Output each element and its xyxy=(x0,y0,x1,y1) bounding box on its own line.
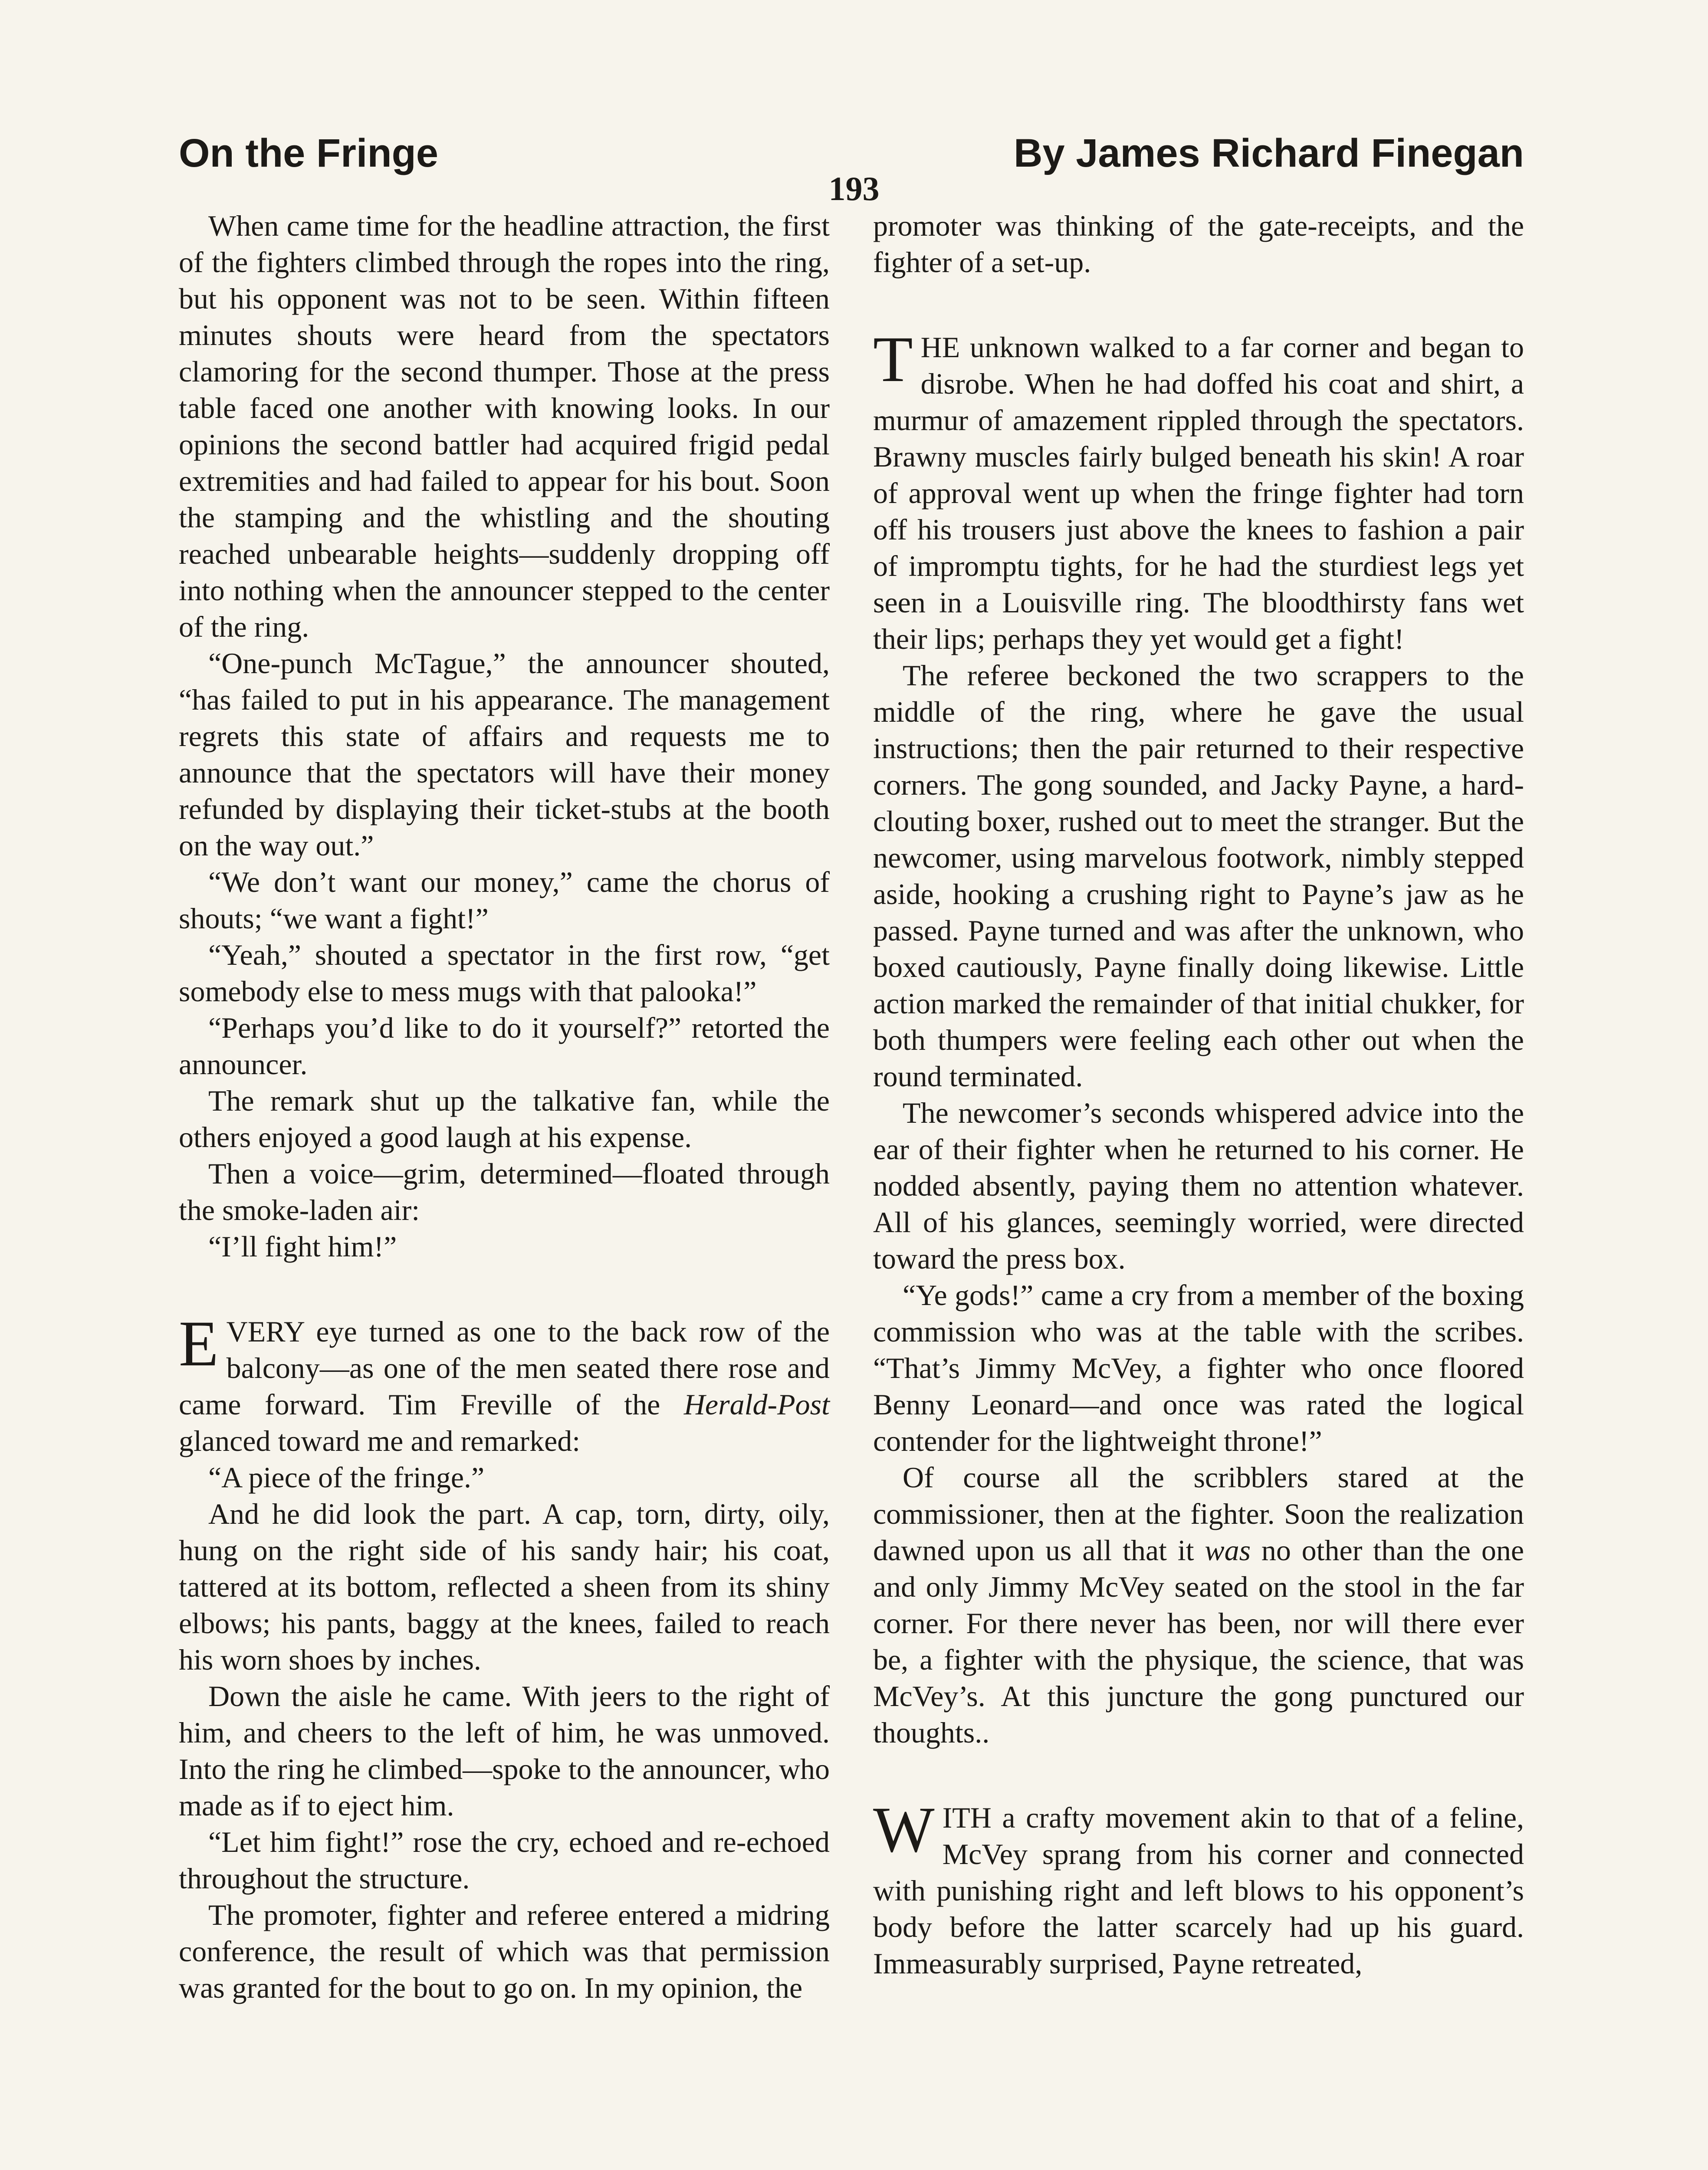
section-paragraph xyxy=(873,1794,1524,1982)
paragraph: “Let him fight!” rose the cry, echoed and re-echoed throughout the structure. xyxy=(179,1825,830,1895)
newspaper-name: Herald-Post xyxy=(683,1388,830,1421)
paragraph-text: glanced toward me and remarked: xyxy=(179,1424,581,1457)
paragraph: “Perhaps you’d like to do it yourself?” retorted the announcer. xyxy=(179,1011,830,1081)
paragraph xyxy=(873,1459,1524,1751)
section-paragraph xyxy=(873,323,1524,657)
paragraph-text: no other than the one and only Jimmy McVey seated on the stool in the far corner. For there never has been, nor will there ever be, a fighter with the physique, the science, that was McVey’s. At this juncture the gong punctured our thoughts.. xyxy=(873,1534,1524,1749)
paragraph: And he did look the part. A cap, torn, dirty, oily, hung on the right side of his sandy hair; his coat, tattered at its bottom, reflected a sheen from its shiny elbows; his pants, baggy at the knees, failed to reach his worn shoes by inches. xyxy=(179,1497,830,1676)
drop-cap: W xyxy=(873,1794,935,1866)
section-paragraph xyxy=(179,1308,830,1459)
paragraph: “Ye gods!” came a cry from a member of the boxing commission who was at the table with the scribes. “That’s Jimmy McVey, a fighter who once floored Benny Leonard—and once was rated the logical contender for the lightweight throne!” xyxy=(873,1279,1524,1457)
drop-cap: T xyxy=(873,323,913,395)
paragraph-text: ITH a crafty movement akin to that of a feline, McVey sprang from his corner and connected with punishing right and left blows to his opponent’s body before the latter scarcely had up his guard. Immeasurably surprised, Payne retreated, xyxy=(873,1801,1524,1980)
paragraph-text: Of course all the scribblers stared at the commissioner, then at the fighter. Soon the realization dawned upon us all that it xyxy=(873,1461,1524,1567)
paragraph: Down the aisle he came. With jeers to the right of him, and cheers to the left of him, he was unmoved. Into the ring he climbed—spoke to the announcer, who made as if to eject him. xyxy=(179,1680,830,1822)
paragraph: “A piece of the fringe.” xyxy=(208,1461,485,1494)
paragraph: Then a voice—grim, determined—floated through the smoke-laden air: xyxy=(179,1157,830,1226)
left-column xyxy=(179,207,830,2006)
paragraph: The promoter, fighter and referee entered a midring conference, the result of which was that permission was granted for the bout to go on. In my opinion, the xyxy=(179,1898,830,2004)
paragraph: “I’ll fight him!” xyxy=(208,1230,397,1263)
paragraph: promoter was thinking of the gate-receipts, and the fighter of a set-up. xyxy=(873,209,1524,279)
paragraph: “We don’t want our money,” came the chorus of shouts; “we want a fight!” xyxy=(179,865,830,935)
paragraph: The referee beckoned the two scrappers to the middle of the ring, where he gave the usual instructions; then the pair returned to their respective corners. The gong sounded, and Jacky Payne, a hard-clouting boxer, rushed out to meet the stranger. But the newcomer, using marvelous footwork, nimbly stepped aside, hooking a crushing right to Payne’s jaw as he passed. Payne turned and was after the unknown, who boxed cautiously, Payne finally doing likewise. Little action marked the remainder of that initial chukker, for both thumpers were feeling each other out when the round terminated. xyxy=(873,659,1524,1093)
paragraph: The newcomer’s seconds whispered advice into the ear of their fighter when he returned to his corner. He nodded absently, paying them no attention whatever. All of his glances, seemingly worried, were directed toward the press box. xyxy=(873,1096,1524,1275)
paragraph: “One-punch McTague,” the announcer shouted, “has failed to put in his appearance. The management regrets this state of affairs and requests me to announce that the spectators will have their money refunded by displaying their ticket-stubs at the booth on the way out.” xyxy=(179,647,830,862)
paragraph: The remark shut up the talkative fan, while the others enjoyed a good laugh at his expense. xyxy=(179,1084,830,1154)
story-title: On the Fringe xyxy=(179,131,438,175)
paragraph: When came time for the headline attraction, the first of the fighters climbed through the ropes into the ring, but his opponent was not to be seen. Within fifteen minutes shouts were heard from the spectators clamoring for the second thumper. Those at the press table faced one another with knowing looks. In our opinions the second battler had acquired frigid pedal extremities and had failed to appear for his bout. Soon the stamping and the whistling and the shouting reached unbearable heights—suddenly dropping off into nothing when the announcer stepped to the center of the ring. xyxy=(179,209,830,643)
paragraph-text: VERY eye turned as one to the back row of the balcony—as one of the men seated there rose and came forward. Tim Freville of the xyxy=(179,1315,830,1421)
drop-cap: E xyxy=(179,1308,219,1380)
emphasis: was xyxy=(1205,1534,1251,1567)
right-column xyxy=(873,207,1524,1982)
page-number: 193 xyxy=(828,170,880,207)
paragraph-text: HE unknown walked to a far corner and began to disrobe. When he had doffed his coat and shirt, a murmur of amazement rippled through the spectators. Brawny muscles fairly bulged beneath his skin! A roar of approval went up when the fringe fighter had torn off his trousers just above the knees to fashion a pair of impromptu tights, for he had the sturdiest legs yet seen in a Louisville ring. The bloodthirsty fans wet their lips; perhaps they yet would get a fight! xyxy=(873,331,1524,655)
paragraph: “Yeah,” shouted a spectator in the first row, “get somebody else to mess mugs with that palooka!” xyxy=(179,938,830,1008)
author-byline: By James Richard Finegan xyxy=(1014,131,1524,175)
